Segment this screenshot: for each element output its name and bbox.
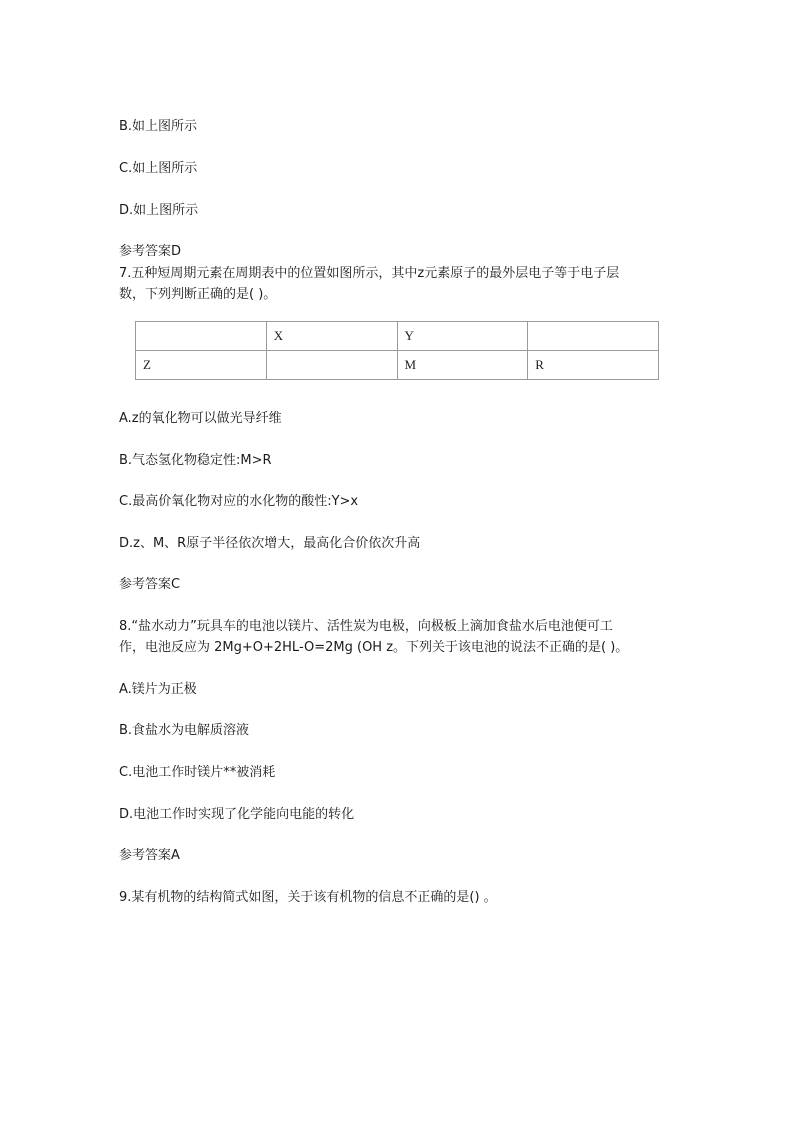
q8-answer: 参考答案A xyxy=(119,848,180,863)
table-row xyxy=(136,322,659,351)
q7-stem-line1: 7.五种短周期元素在周期表中的位置如图所示，其中z元素原子的最外层电子等于电子层 xyxy=(119,266,620,281)
table-cell: Y xyxy=(397,322,528,351)
q8-option-a: A.镁片为正极 xyxy=(119,682,197,697)
table-cell: R xyxy=(528,351,659,380)
table-cell xyxy=(136,322,267,351)
q8-option-c: C.电池工作时镁片**被消耗 xyxy=(119,765,276,780)
periodic-table-fragment xyxy=(135,321,659,379)
table-cell xyxy=(266,351,397,380)
table-row xyxy=(136,351,659,380)
q7-option-b: B.气态氢化物稳定性:M>R xyxy=(119,453,272,468)
table-cell: Z xyxy=(136,351,267,380)
q7-option-d: D.z、M、R原子半径依次增大，最高化合价依次升高 xyxy=(119,536,421,551)
q8-stem-line1: 8.“盐水动力”玩具车的电池以镁片、活性炭为电极，向极板上滴加食盐水后电池便可工 xyxy=(119,619,613,634)
q9-stem: 9.某有机物的结构简式如图，关于该有机物的信息不正确的是() 。 xyxy=(119,890,497,905)
q6-option-d: D.如上图所示 xyxy=(119,203,199,218)
q6-answer: 参考答案D xyxy=(119,244,182,259)
q7-stem-line2: 数，下列判断正确的是( )。 xyxy=(119,287,277,302)
element-position-table xyxy=(135,321,659,380)
q8-stem-line2: 作，电池反应为 2Mg+O+2HL-O=2Mg (OH z。下列关于该电池的说法不正确的是( )。 xyxy=(119,640,629,655)
q8-option-d: D.电池工作时实现了化学能向电能的转化 xyxy=(119,807,355,822)
q7-option-c: C.最高价氧化物对应的水化物的酸性:Y>x xyxy=(119,494,359,509)
q6-option-b: B.如上图所示 xyxy=(119,119,198,134)
table-cell: M xyxy=(397,351,528,380)
table-cell xyxy=(528,322,659,351)
q8-option-b: B.食盐水为电解质溶液 xyxy=(119,723,250,738)
table-cell: X xyxy=(266,322,397,351)
q7-option-a: A.z的氧化物可以做光导纤维 xyxy=(119,411,282,426)
q7-answer: 参考答案C xyxy=(119,577,181,592)
q6-option-c: C.如上图所示 xyxy=(119,161,198,176)
